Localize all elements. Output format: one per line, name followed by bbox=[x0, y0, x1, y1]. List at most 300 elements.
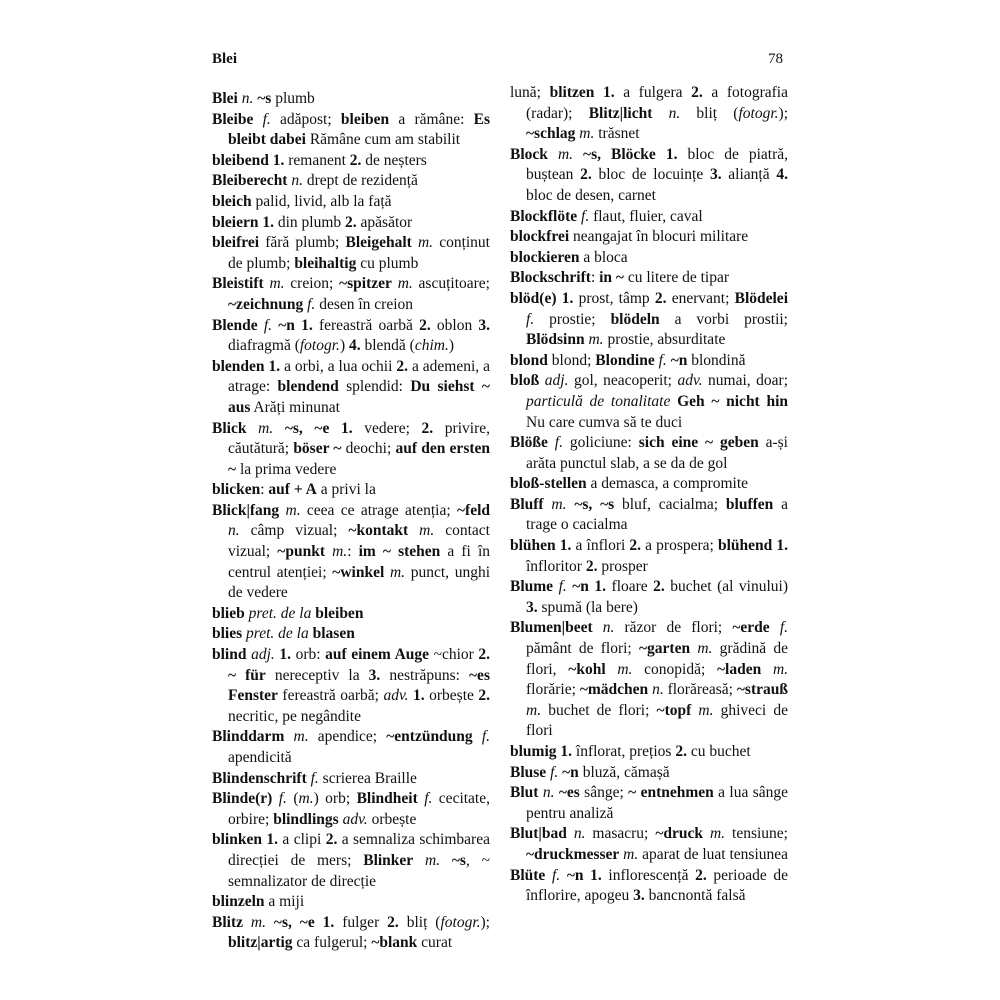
headword-text: 4. bbox=[776, 166, 788, 184]
headword-text: blendend bbox=[277, 378, 339, 396]
grammar-label: adj. bbox=[251, 646, 275, 664]
definition-text bbox=[243, 914, 251, 931]
grammar-label: m. bbox=[269, 275, 285, 293]
grammar-label: pret. de la bbox=[248, 604, 312, 622]
grammar-label: m. bbox=[698, 701, 714, 719]
grammar-label: particulă de tonalitate bbox=[526, 392, 671, 410]
dictionary-entry bbox=[510, 824, 788, 865]
definition-text: a ademeni, a atrage: bbox=[228, 357, 490, 396]
headword-text: Blondine bbox=[595, 351, 655, 369]
definition-text: vedere; bbox=[352, 419, 422, 437]
definition-text bbox=[548, 434, 555, 451]
definition-text: a rămâne: bbox=[389, 110, 474, 128]
headword-text: Blinker bbox=[363, 851, 414, 869]
grammar-label: n. bbox=[228, 522, 240, 540]
headword-text: bleiern 1. bbox=[212, 213, 274, 231]
definition-text: gol, neacoperit; bbox=[568, 372, 678, 390]
definition-text: prosper bbox=[597, 557, 648, 575]
headword-text: Geh ~ nicht hin bbox=[677, 392, 788, 410]
headword-text: im ~ stehen bbox=[358, 543, 441, 561]
headword-text: ~garten bbox=[638, 640, 691, 658]
headword-text: 3. bbox=[526, 598, 538, 616]
definition-text: sânge; bbox=[579, 784, 629, 802]
grammar-label: n. bbox=[241, 90, 254, 107]
headword-text: ~s bbox=[257, 90, 272, 107]
definition-text: câmp vizual; bbox=[239, 522, 349, 540]
definition-text: blond; bbox=[547, 351, 596, 369]
headword-text: ~n bbox=[670, 351, 688, 369]
headword-text: Blöße bbox=[510, 434, 548, 452]
headword-text: Blut bbox=[510, 784, 539, 802]
headword-text: 4. bbox=[348, 337, 361, 355]
definition-text: a lua sânge pentru analiză bbox=[526, 784, 788, 822]
grammar-label: f. bbox=[481, 728, 491, 746]
headword-text: Blindheit bbox=[356, 790, 418, 808]
grammar-label: m. bbox=[332, 543, 348, 561]
headword-text: blasen bbox=[312, 625, 355, 643]
definition-text: blendă ( bbox=[360, 337, 415, 355]
page-number: 78 bbox=[768, 51, 783, 67]
definition-text: prostie; bbox=[534, 310, 611, 328]
headword-text: bleihaltig bbox=[294, 254, 357, 272]
headword-text: bloß-stellen bbox=[510, 475, 587, 493]
grammar-label: adv. bbox=[677, 372, 703, 390]
definition-text: a-și arăta punctul slab, a se da de gol bbox=[526, 434, 788, 472]
definition-text bbox=[408, 522, 419, 539]
grammar-label: f. bbox=[550, 763, 559, 781]
headword-text: bluffen bbox=[725, 495, 774, 513]
grammar-label: m. bbox=[588, 331, 604, 349]
dictionary-entry bbox=[212, 233, 490, 274]
definition-text: punct, unghi de vedere bbox=[228, 563, 490, 602]
definition-text: înfloritor bbox=[526, 557, 586, 575]
headword-text: 2. bbox=[580, 166, 592, 184]
headword-text: ~entzündung bbox=[386, 728, 473, 746]
definition-text: florăreasă; bbox=[663, 681, 737, 699]
headword-text: Blinddarm bbox=[212, 728, 285, 746]
headword-text: ~es bbox=[558, 784, 580, 802]
definition-text: bluf, cacialma; bbox=[614, 495, 726, 513]
dictionary-entry bbox=[212, 316, 490, 357]
headword-text: blumig 1. bbox=[510, 743, 573, 760]
headword-text: Bleibe bbox=[212, 110, 254, 128]
definition-text: , ~ semnalizator de direcție bbox=[228, 851, 491, 890]
grammar-label: f. bbox=[551, 866, 561, 884]
definition-text: drept de rezidență bbox=[302, 172, 418, 190]
definition-text: ); bbox=[778, 104, 789, 122]
headword-text: Blödsinn bbox=[526, 331, 585, 349]
headword-text: ~ entnehmen bbox=[628, 784, 714, 802]
definition-text: Rămâne cum am stabilit bbox=[305, 131, 461, 149]
dictionary-entry bbox=[510, 783, 788, 824]
definition-text: înflorat, prețios bbox=[572, 743, 676, 760]
headword-text: ~schlag bbox=[526, 125, 576, 143]
headword-text: ~n 1. bbox=[572, 578, 607, 596]
dictionary-entry bbox=[510, 866, 788, 907]
dictionary-entry bbox=[212, 480, 490, 501]
headword-text: blind bbox=[212, 646, 247, 664]
headword-text: ~spitzer bbox=[339, 275, 392, 293]
grammar-label: m. bbox=[285, 501, 301, 519]
definition-text: neangajat în blocuri militare bbox=[569, 228, 749, 246]
headword-text: 3. bbox=[709, 166, 722, 184]
definition-text: bloc de locuințe bbox=[591, 166, 710, 184]
dictionary-entry bbox=[510, 742, 788, 763]
headword-text: 2. bbox=[419, 316, 431, 334]
definition-text: lună; bbox=[510, 84, 550, 101]
definition-text bbox=[266, 914, 274, 931]
headword-text: Blut|bad bbox=[510, 825, 567, 843]
dictionary-entry bbox=[510, 495, 788, 536]
definition-text: ascuțitoare; bbox=[412, 275, 490, 293]
dictionary-entry bbox=[212, 213, 490, 234]
headword-text: 2. bbox=[695, 866, 707, 884]
definition-text bbox=[246, 420, 258, 437]
grammar-label: m. bbox=[417, 234, 434, 252]
grammar-label: fotogr. bbox=[440, 913, 481, 931]
headword-text: Du siehst ~ aus bbox=[228, 378, 490, 416]
definition-text: numai, doar; bbox=[702, 372, 789, 390]
dictionary-entry bbox=[510, 83, 788, 145]
definition-text: bancnontă falsă bbox=[644, 887, 746, 905]
definition-text: de neșters bbox=[361, 151, 427, 169]
definition-text: a fulgera bbox=[614, 84, 692, 101]
definition-text: flaut, fluier, caval bbox=[589, 207, 703, 225]
definition-text: enervant; bbox=[666, 289, 735, 307]
grammar-label: f. bbox=[424, 790, 433, 808]
dictionary-entry bbox=[212, 419, 490, 481]
dictionary-entry bbox=[212, 892, 490, 913]
definition-text: ) bbox=[339, 337, 349, 355]
definition-text: floare bbox=[606, 578, 654, 596]
headword-text: 2. bbox=[478, 687, 490, 705]
headword-text: blitz|artig bbox=[228, 934, 293, 952]
grammar-label: f. bbox=[278, 790, 287, 808]
definition-text: alianță bbox=[721, 166, 777, 184]
definition-text: a înflori bbox=[571, 537, 630, 555]
grammar-label: n. bbox=[602, 619, 615, 637]
headword-text: Bleiberecht bbox=[212, 172, 288, 190]
definition-text bbox=[703, 825, 710, 842]
dictionary-entry bbox=[212, 645, 490, 727]
headword-text: 2. bbox=[691, 84, 703, 101]
headword-text: ~s, ~e 1. bbox=[284, 419, 353, 437]
headword-text: auf + A bbox=[268, 481, 317, 499]
definition-text: remanent bbox=[284, 151, 350, 169]
grammar-label: m. bbox=[772, 660, 789, 678]
dictionary-entry bbox=[510, 268, 788, 289]
definition-text: apendice; bbox=[308, 728, 387, 746]
grammar-label: chim. bbox=[414, 337, 449, 355]
headword-text: 2. bbox=[325, 831, 338, 849]
headword-text: in ~ bbox=[599, 269, 624, 287]
definition-text bbox=[652, 105, 668, 122]
definition-text: goliciune: bbox=[562, 434, 639, 452]
dictionary-entry bbox=[510, 227, 788, 248]
headword-text: Blockschrift bbox=[510, 269, 591, 287]
definition-text: scrierea Braille bbox=[318, 769, 417, 787]
headword-text: Blüte bbox=[510, 866, 546, 884]
definition-text: ) orb; bbox=[313, 790, 357, 808]
grammar-label: m. bbox=[617, 660, 633, 678]
grammar-label: f. bbox=[526, 310, 535, 328]
definition-text: a bloca bbox=[579, 248, 628, 266]
definition-text: a demasca, a compromite bbox=[586, 475, 749, 493]
grammar-label: f. bbox=[307, 295, 316, 313]
definition-text: orbește bbox=[424, 687, 479, 705]
headword-text: Blockflöte bbox=[510, 207, 578, 225]
dictionary-entry bbox=[212, 830, 490, 892]
definition-text: privire, căutătură; bbox=[228, 419, 490, 458]
headword-text: blenden 1. bbox=[212, 357, 281, 375]
definition-text: buchet (al vinului) bbox=[664, 578, 789, 596]
grammar-label: n. bbox=[668, 104, 681, 122]
headword-text: bleibend 1. bbox=[212, 151, 285, 169]
headword-text: Blödelei bbox=[734, 289, 788, 307]
headword-text: Blindenschrift bbox=[212, 769, 307, 787]
definition-text bbox=[253, 111, 262, 128]
headword-text: Block bbox=[510, 145, 548, 163]
headword-text: blöd(e) 1. bbox=[510, 289, 574, 307]
headword-text: bleich bbox=[212, 192, 252, 210]
headword-text: sich eine ~ geben bbox=[638, 434, 759, 452]
definition-text: florărie; bbox=[526, 681, 580, 699]
definition-text: din plumb bbox=[274, 213, 346, 231]
dictionary-entry bbox=[212, 151, 490, 172]
headword-text: ~druck bbox=[655, 825, 704, 843]
grammar-label: m. bbox=[293, 728, 309, 746]
headword-text: Bleistift bbox=[212, 275, 264, 293]
headword-text: ~s, Blöcke 1. bbox=[583, 145, 678, 163]
grammar-label: m. bbox=[579, 125, 595, 143]
definition-text bbox=[560, 867, 567, 884]
grammar-label: adv. bbox=[383, 687, 409, 705]
definition-text: bliț ( bbox=[398, 913, 441, 931]
headword-text: 1. bbox=[413, 687, 425, 705]
headword-text: 3. bbox=[478, 316, 491, 334]
dictionary-entry bbox=[510, 474, 788, 495]
definition-text: fulger bbox=[334, 913, 388, 931]
definition-text: conopidă; bbox=[632, 660, 717, 678]
definition-text: a semnaliza schimbarea direcției de mers; bbox=[228, 831, 490, 869]
definition-text bbox=[284, 728, 293, 745]
definition-text: a prospera; bbox=[641, 537, 718, 555]
headword-text: blinken 1. bbox=[212, 831, 279, 849]
headword-text: ~winkel bbox=[332, 563, 385, 581]
grammar-label: m. bbox=[526, 701, 542, 719]
headword-text: ~es Fenster bbox=[228, 666, 490, 705]
definition-text: a orbi, a lua ochii bbox=[280, 357, 397, 375]
definition-text: grădină de flori, bbox=[526, 640, 789, 678]
grammar-label: adv. bbox=[342, 810, 368, 828]
grammar-label: n. bbox=[291, 172, 303, 190]
grammar-label: n. bbox=[652, 681, 664, 699]
definition-text bbox=[440, 852, 452, 869]
headword-text: ~strauß bbox=[736, 681, 788, 699]
headword-text: bleifrei bbox=[212, 234, 260, 252]
grammar-label: m. bbox=[389, 563, 406, 581]
definition-text: : bbox=[590, 269, 600, 287]
dictionary-entry bbox=[212, 110, 490, 151]
headword-text: 3. bbox=[368, 666, 381, 684]
definition-text: ) bbox=[448, 337, 455, 355]
dictionary-entry bbox=[510, 577, 788, 618]
dictionary-entry bbox=[510, 618, 788, 742]
definition-text: fără plumb; bbox=[259, 234, 346, 252]
definition-text: curat bbox=[417, 934, 453, 952]
grammar-label: m. bbox=[709, 825, 726, 843]
headword-text: blockieren bbox=[510, 248, 580, 266]
dictionary-entry bbox=[510, 289, 788, 351]
headword-text: Blitz|licht bbox=[588, 104, 653, 122]
definition-text: ( bbox=[286, 790, 299, 808]
grammar-label: f. bbox=[779, 619, 788, 637]
headword-text: ~laden bbox=[716, 660, 762, 678]
definition-text: a clipi bbox=[278, 831, 326, 849]
headword-text: ~n 1. bbox=[278, 316, 313, 334]
grammar-label: pret. de la bbox=[246, 625, 309, 643]
definition-text: spumă (la bere) bbox=[537, 598, 638, 616]
headword-text: ~erde bbox=[732, 619, 770, 637]
headword-text: ~zeichnung bbox=[228, 295, 304, 313]
definition-text: oblon bbox=[430, 316, 479, 334]
definition-text: masacru; bbox=[585, 825, 656, 843]
definition-text: buchet de flori; bbox=[541, 701, 657, 719]
definition-text: nereceptiv la bbox=[265, 666, 369, 684]
dictionary-entry bbox=[212, 789, 490, 830]
definition-text: cu buchet bbox=[686, 743, 751, 760]
definition-text: plumb bbox=[271, 90, 315, 107]
dictionary-entry bbox=[510, 207, 788, 228]
headword-text: auf den ersten ~ bbox=[228, 440, 491, 478]
grammar-label: f. bbox=[310, 769, 319, 787]
dictionary-entry bbox=[212, 89, 490, 110]
headword-text: auf einem Auge bbox=[325, 646, 430, 664]
definition-text bbox=[573, 146, 583, 163]
definition-text: inflorescență bbox=[601, 866, 696, 884]
definition-text: ~chior bbox=[429, 646, 479, 664]
headword-text: ~topf bbox=[656, 701, 692, 719]
definition-text: trăsnet bbox=[594, 125, 640, 143]
grammar-label: f. bbox=[581, 207, 590, 225]
headword-text: Es bleibt dabei bbox=[228, 110, 490, 149]
headword-text: Blume bbox=[510, 578, 554, 596]
definition-text: desen în creion bbox=[315, 295, 414, 313]
definition-text: splendid: bbox=[338, 378, 411, 396]
grammar-label: f. bbox=[658, 351, 667, 369]
running-head: Blei bbox=[212, 51, 237, 67]
definition-text: adăpost; bbox=[270, 110, 341, 128]
definition-text: ); bbox=[480, 913, 490, 931]
grammar-label: m. bbox=[397, 275, 413, 293]
definition-text: Arăți minunat bbox=[250, 398, 340, 416]
dictionary-entry bbox=[510, 145, 788, 207]
headword-text: 2. bbox=[421, 419, 434, 437]
headword-text: Blumen|beet bbox=[510, 619, 593, 637]
headword-text: blieb bbox=[212, 604, 245, 622]
definition-text: a vorbi prostii; bbox=[659, 310, 788, 328]
headword-text: ~mädchen bbox=[579, 681, 649, 699]
headword-text: blindlings bbox=[273, 810, 339, 828]
headword-text: ~kontakt bbox=[348, 522, 409, 540]
definition-text: contact vizual; bbox=[228, 522, 490, 561]
definition-text: tensiune; bbox=[725, 825, 788, 843]
definition-text bbox=[548, 146, 558, 163]
grammar-label: m. bbox=[424, 851, 441, 869]
definition-text: cecitate, orbire; bbox=[228, 790, 490, 828]
headword-text: Blick bbox=[212, 419, 247, 437]
headword-text: ~blank bbox=[371, 934, 418, 952]
grammar-label: f. bbox=[554, 434, 563, 452]
definition-text: bliț ( bbox=[680, 104, 739, 122]
dictionary-entry bbox=[212, 727, 490, 768]
headword-text: bloß bbox=[510, 372, 540, 390]
grammar-label: m. bbox=[298, 790, 314, 808]
definition-text: bloc de desen, carnet bbox=[526, 186, 656, 204]
dictionary-entry bbox=[212, 624, 490, 645]
definition-text bbox=[770, 619, 780, 636]
definition-text: fereastră oarbă; bbox=[277, 687, 384, 705]
definition-text: pământ de flori; bbox=[526, 640, 639, 658]
definition-text: orb: bbox=[290, 646, 326, 664]
definition-text: bluză, cămașă bbox=[578, 763, 670, 781]
headword-text: blond bbox=[510, 351, 548, 369]
dictionary-entry bbox=[212, 192, 490, 213]
definition-text: a miji bbox=[264, 893, 305, 911]
grammar-label: adj. bbox=[544, 372, 569, 390]
right-column bbox=[510, 83, 788, 907]
definition-text: : bbox=[260, 481, 269, 499]
definition-text: bloc de piatră, buștean bbox=[526, 145, 789, 184]
headword-text: bleiben bbox=[315, 604, 364, 622]
definition-text: conținut de plumb; bbox=[228, 234, 490, 272]
headword-text: Blende bbox=[212, 316, 258, 334]
definition-text: ca fulgerul; bbox=[292, 934, 372, 952]
dictionary-entry bbox=[212, 913, 490, 954]
definition-text: fereastră oarbă bbox=[312, 316, 420, 334]
grammar-label: f. bbox=[262, 110, 271, 128]
definition-text bbox=[473, 728, 482, 745]
headword-text: blockfrei bbox=[510, 228, 570, 246]
headword-text: 2. ~ für bbox=[228, 646, 491, 684]
grammar-label: f. bbox=[263, 316, 273, 334]
definition-text: Nu care cumva să te duci bbox=[526, 413, 683, 431]
definition-text: răzor de flori; bbox=[614, 619, 733, 637]
grammar-label: fotogr. bbox=[299, 337, 340, 355]
definition-text: cu plumb bbox=[356, 254, 419, 272]
headword-text: Blitz bbox=[212, 913, 243, 931]
headword-text: 2. bbox=[654, 289, 667, 307]
grammar-label: m. bbox=[250, 913, 266, 931]
grammar-label: m. bbox=[557, 145, 574, 163]
headword-text: blödeln bbox=[610, 310, 660, 328]
definition-text: apăsător bbox=[356, 213, 413, 231]
grammar-label: m. bbox=[258, 419, 274, 437]
definition-text bbox=[606, 661, 618, 678]
definition-text: perioade de înflorire, apogeu bbox=[526, 866, 789, 905]
headword-text: blinzeln bbox=[212, 893, 265, 911]
dictionary-entry bbox=[510, 351, 788, 372]
headword-text: 2. bbox=[349, 151, 362, 169]
definition-text: nestrăpuns: bbox=[380, 666, 469, 684]
definition-text: a fi în centrul atenției; bbox=[228, 543, 491, 581]
dictionary-entry bbox=[212, 357, 490, 419]
definition-text: ghiveci de flori bbox=[526, 701, 788, 740]
grammar-label: n. bbox=[542, 784, 555, 802]
headword-text: 2. bbox=[675, 743, 687, 760]
dictionary-entry bbox=[510, 248, 788, 269]
definition-text: a fotografia (radar); bbox=[526, 84, 788, 122]
